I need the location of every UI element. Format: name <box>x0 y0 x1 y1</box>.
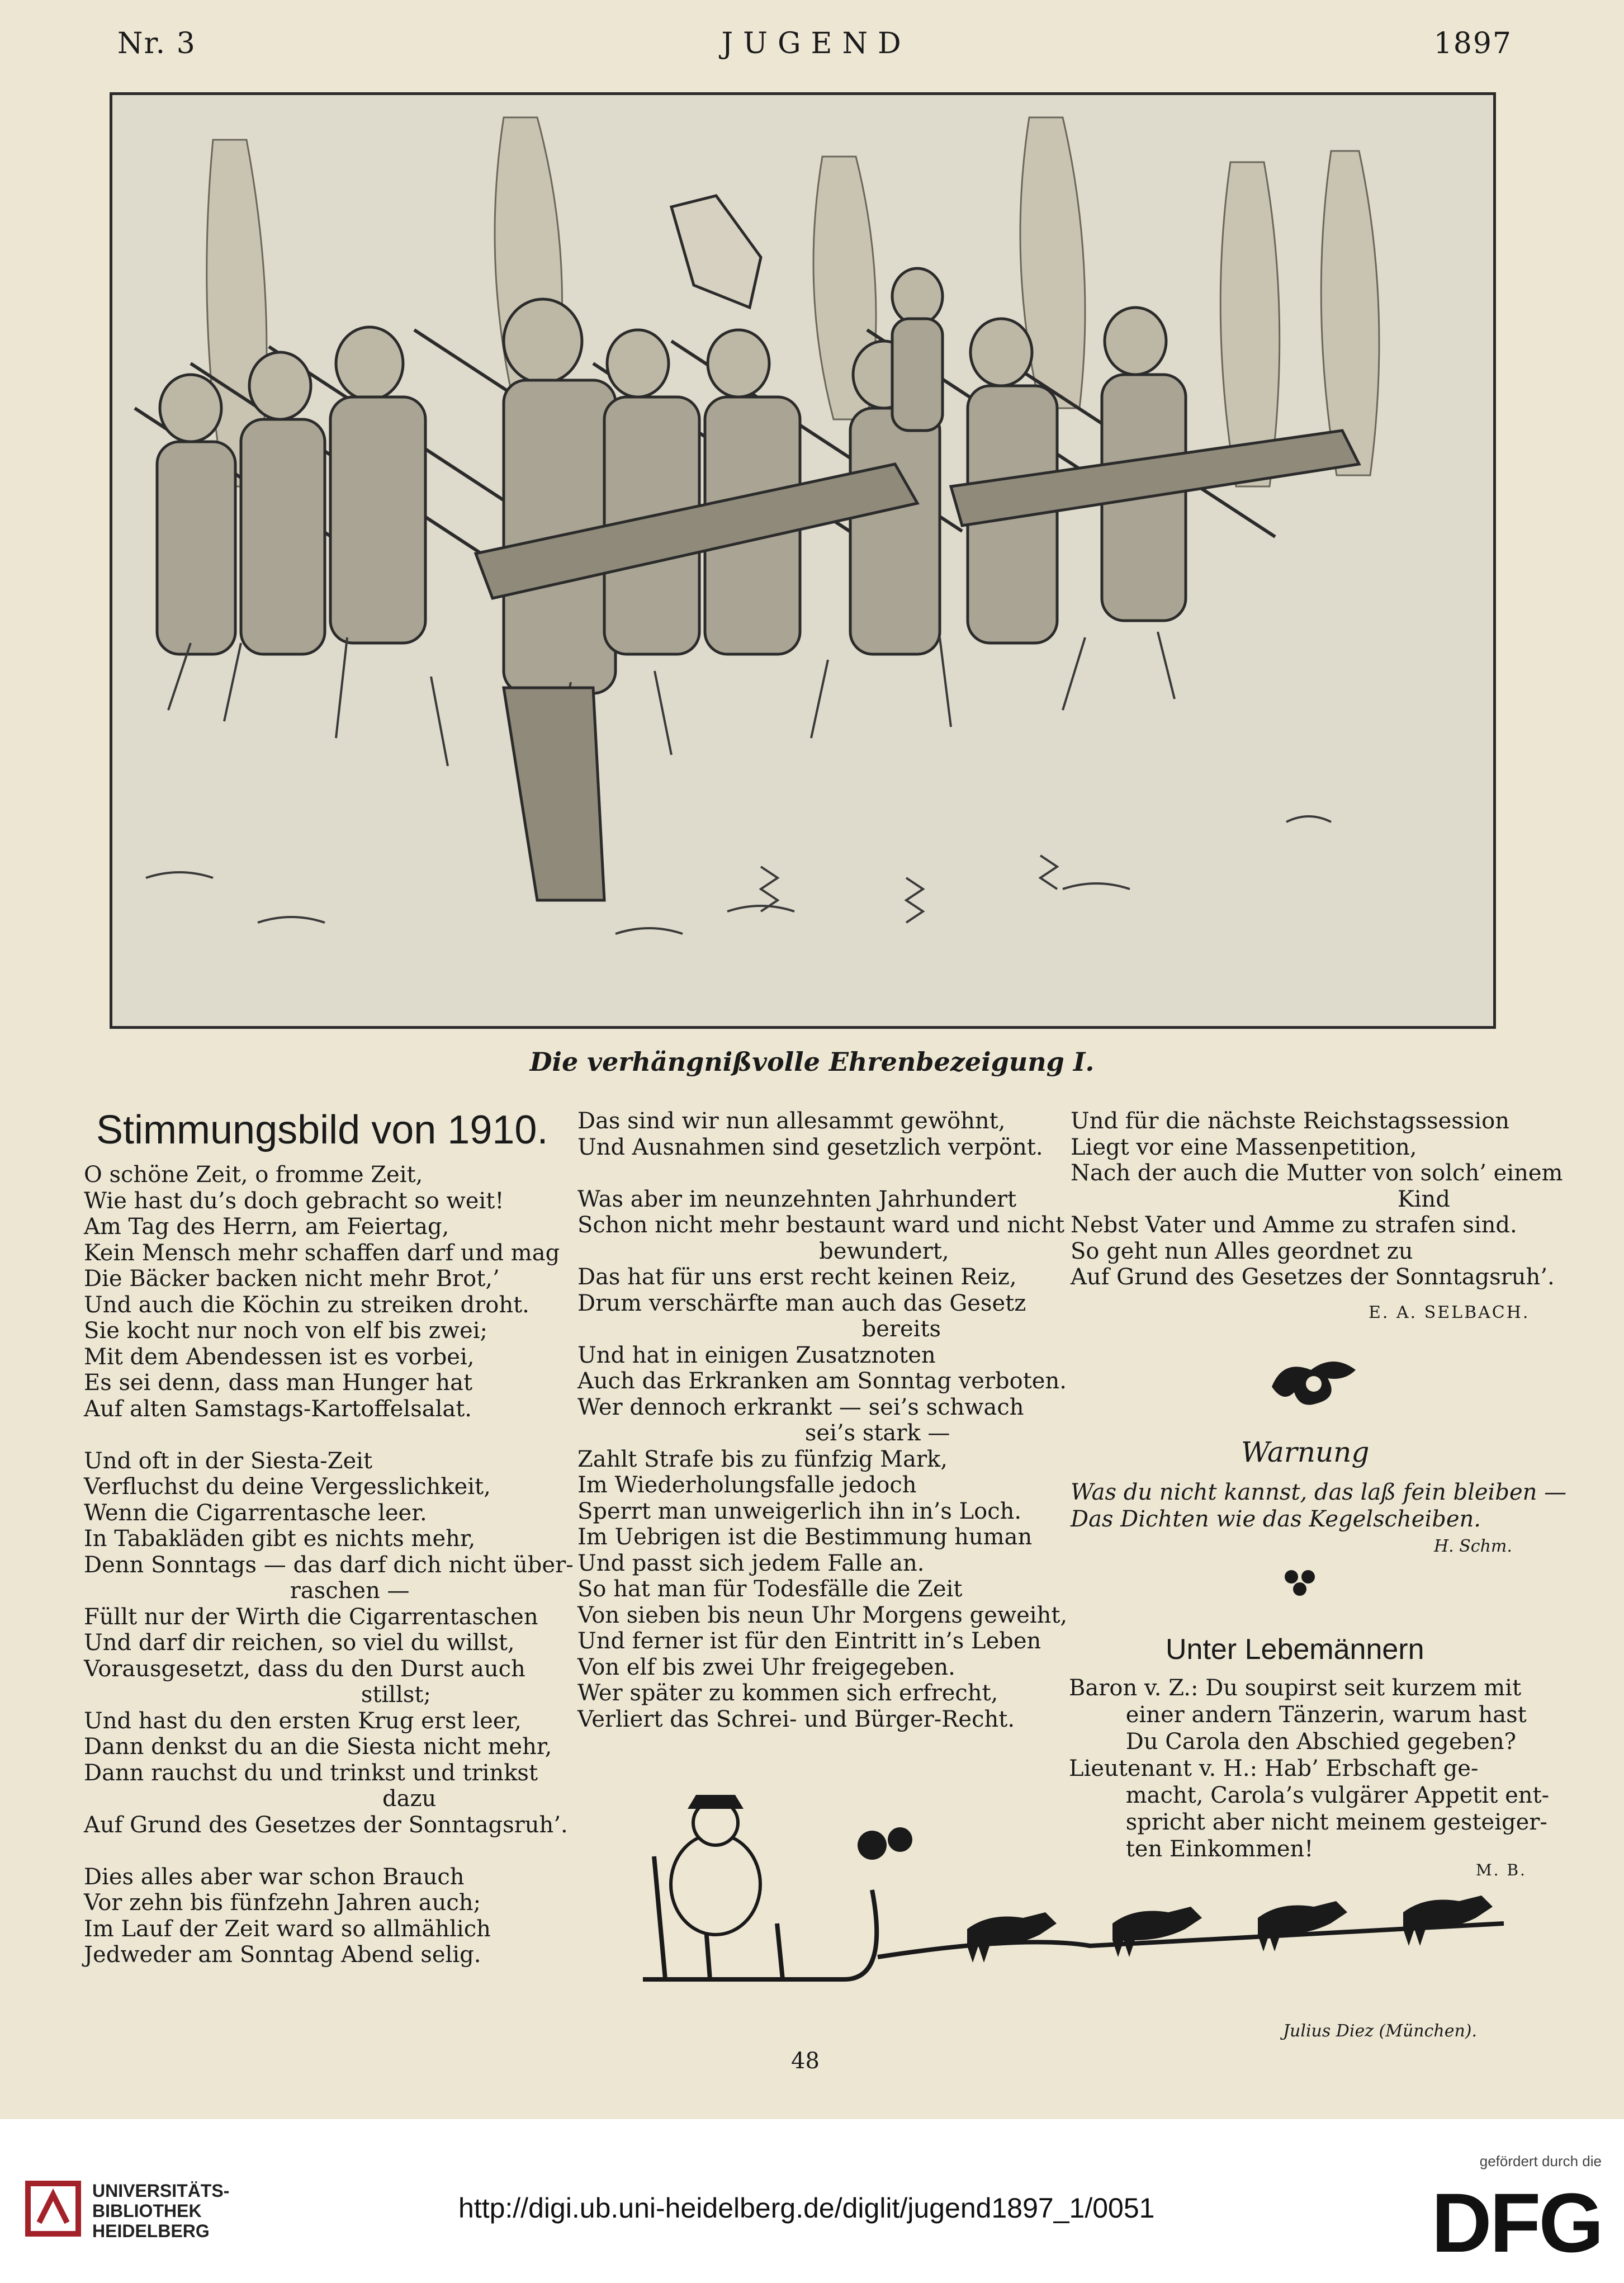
warnung-signature: H. Schm. <box>1434 1537 1512 1556</box>
floral-ornament-icon <box>1261 1348 1367 1415</box>
illustration-drawing <box>112 95 1493 1026</box>
artist-signature: Julius Diez (München). <box>1283 2021 1478 2041</box>
dialogue-signature: M. B. <box>1476 1861 1527 1879</box>
magazine-title: JUGEND <box>721 27 911 60</box>
unter-lebemaennern-text: Baron v. Z.: Du soupirst seit kurzem mit einer andern Tänzerin, warum hast Du Carola den Abschied gegeben? Lieutenant v. H.: Hab’ Erbschaft ge- macht, Carola’s vulgärer Appetit ent- spricht aber nicht meinem gesteiger- ten Einkommen! <box>1069 1675 1550 1862</box>
dfg-logo: DFG <box>1431 2176 1602 2270</box>
issue-number: Nr. 3 <box>117 27 196 60</box>
university-logo-icon <box>22 2178 84 2239</box>
warnung-title: Warnung <box>1241 1436 1370 1468</box>
digitization-footer <box>0 2119 1624 2283</box>
funding-note: gefördert durch die <box>1479 2153 1602 2169</box>
unter-lebemaennern-title: Unter Lebemännern <box>1166 1633 1424 1666</box>
poem-title: Stimmungsbild von 1910. <box>96 1108 548 1152</box>
author-signature: E. A. SELBACH. <box>1369 1303 1530 1322</box>
year: 1897 <box>1433 27 1512 60</box>
dog-sled-illustration <box>632 1778 1549 2030</box>
soldiers-illustration <box>110 92 1496 1029</box>
small-ornament-icon <box>1280 1566 1319 1599</box>
page-number: 48 <box>791 2048 820 2074</box>
poem-column-1: O schöne Zeit, o fromme Zeit, Wie hast du’s doch gebracht so weit! Am Tag des Herrn, am Feiertag, Kein Mensch mehr schaffen darf und mag Die Bäcker backen nicht mehr Brot,’ Und auch die Köchin zu streiken droht. Sie kocht nur noch von elf bis zwei; Mit dem Abendessen ist es vorbei, Es sei denn, dass man Hunger hat Auf alten Samstags-Kartoffelsalat. Und oft in der Siesta-Zeit Verfluchst du deine Vergesslichkeit, Wenn die Cigarrentasche leer. In Tabakläden gibt es nichts mehr, Denn Sonntags — das darf dich nicht über- raschen — Füllt nur der Wirth die Cigarrentaschen Und darf dir reichen, so viel du willst, Vorausgesetzt, dass du den Durst auch stillst; Und hast du den ersten Krug erst leer, Dann denkst du an die Siesta nicht mehr, Dann rauchst du und trinkst und trinkst dazu Auf Grund des Gesetzes der Sonntagsruh’. Dies alles aber war schon Brauch Vor zehn bis fünfzehn Jahren auch; Im Lauf der Zeit ward so allmählich Jedweder am Sonntag Abend selig. <box>84 1162 574 1968</box>
poem-column-2: Das sind wir nun allesammt gewöhnt, Und Ausnahmen sind gesetzlich verpönt. Was aber im neunzehnten Jahrhundert Schon nicht mehr bestaunt ward und nicht bewundert, Das hat für uns erst recht keinen Reiz, Drum verschärfte man auch das Gesetz bereits Und hat in einigen Zusatznoten Auch das Erkranken am Sonntag verboten. Wer dennoch erkrankt — sei’s schwach sei’s stark — Zahlt Strafe bis zu fünfzig Mark, Im Wiederholungsfalle jedoch Sperrt man unweigerlich ihn in’s Loch. Im Uebrigen ist die Bestimmung human Und passt sich jedem Falle an. So hat man für Todesfälle die Zeit Von sieben bis neun Uhr Morgens geweiht, Und ferner ist für den Eintritt in’s Leben Von elf bis zwei Uhr freigegeben. Wer später zu kommen sich erfrecht, Verliert das Schrei- und Bürger-Recht. <box>577 1108 1068 1732</box>
university-name: UNIVERSITÄTS- BIBLIOTHEK HEIDELBERG <box>92 2181 230 2241</box>
illustration-caption: Die verhängnißvolle Ehrenbezeigung I. <box>529 1047 1095 1077</box>
poem-column-3: Und für die nächste Reichstagssession Liegt vor eine Massenpetition, Nach der auch die Mutter von solch’ einem Kind Nebst Vater und Amme zu strafen sind. So geht nun Alles geordnet zu Auf Grund des Gesetzes der Sonntagsruh’. <box>1071 1108 1563 1290</box>
warnung-text: Was du nicht kannst, das laß fein bleiben — Das Dichten wie das Kegelscheiben. <box>1071 1480 1567 1532</box>
source-url-link[interactable]: http://digi.ub.uni-heidelberg.de/diglit/jugend1897_1/0051 <box>458 2192 1155 2224</box>
